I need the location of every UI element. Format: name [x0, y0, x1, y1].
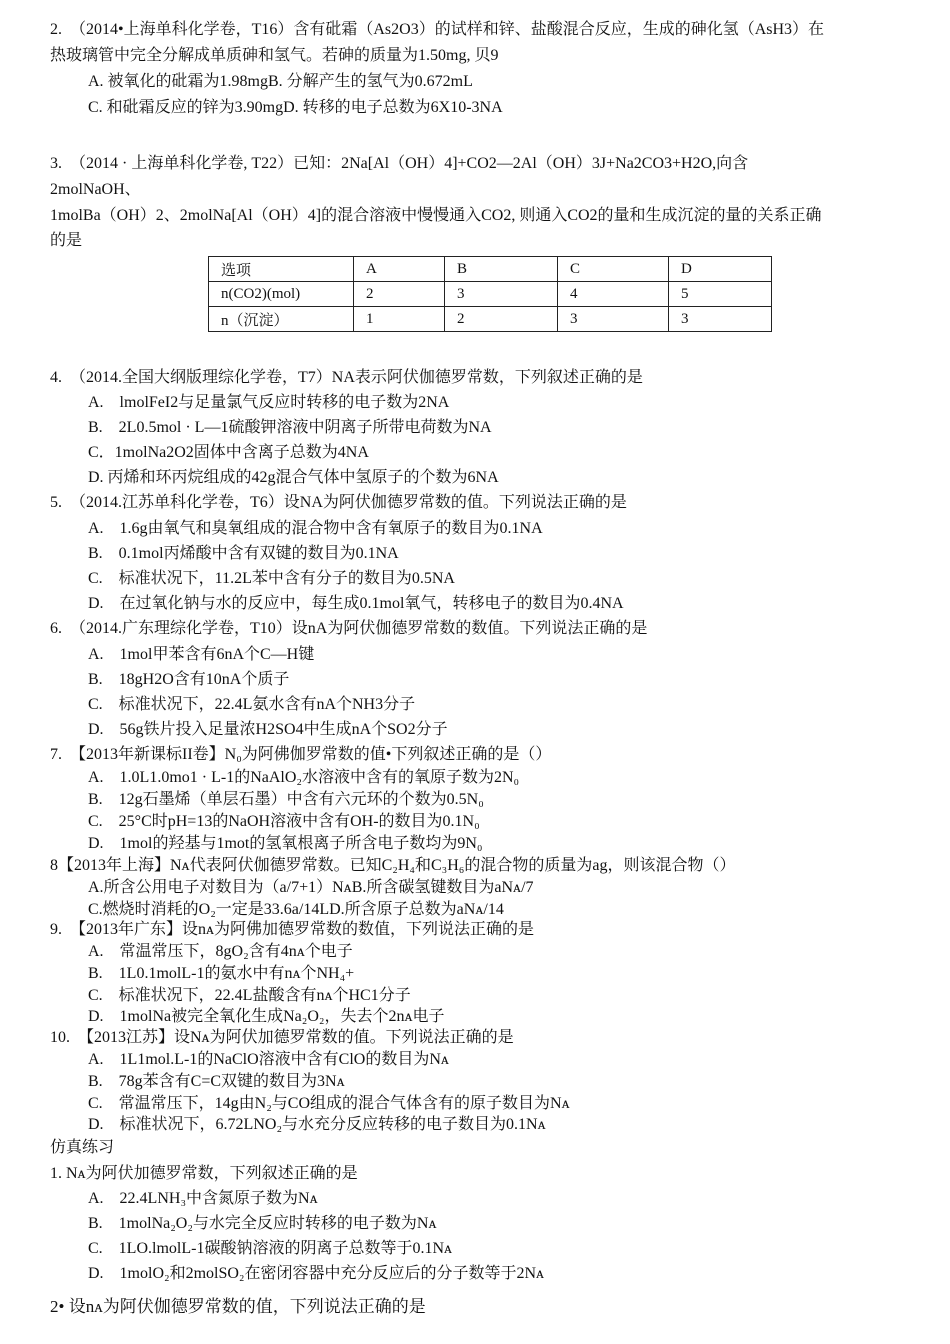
- q4-option-a: A. lmolFeI2与足量氯气反应时转移的电子数为2NA: [88, 394, 450, 411]
- table-cell: 3: [558, 307, 669, 332]
- q5-option-a: A. 1.6g由氧气和臭氧组成的混合物中含有氧原子的数目为0.1NA: [88, 520, 543, 537]
- p1-option-c: C. 1LO.lmolL-1碳酸钠溶液的阴离子总数等于0.1Nᴀ: [88, 1240, 453, 1257]
- q5-stem: 5. （2014.江苏单科化学卷，T6）设NA为阿伏伽德罗常数的值。下列说法正确的是: [50, 494, 627, 511]
- q10-option-b: B. 78g苯含有C=C双键的数目为3Nᴀ: [88, 1073, 345, 1090]
- table-cell: n(CO2)(mol): [209, 282, 354, 307]
- q4-option-b: B. 2L0.5mol · L—1硫酸钾溶液中阴离子所带电荷数为NA: [88, 419, 492, 436]
- q7-option-d: D. 1mol的羟基与1mot的氢氧根离子所含电子数均为9N₀: [88, 835, 483, 852]
- p1-stem: 1. Nᴀ为阿伏加德罗常数，下列叙述正确的是: [50, 1165, 358, 1182]
- table-row: [209, 257, 772, 282]
- q2-option-a: A. 被氧化的砒霜为1.98mgB. 分解产生的氢气为0.672mL: [88, 73, 473, 90]
- q7-option-a: A. 1.0L1.0mo1 · L-1的NaAlO₂水溶液中含有的氧原子数为2N₀: [88, 769, 520, 786]
- table-cell: 1: [354, 307, 445, 332]
- q9-option-a: A. 常温常压下，8gO₂含有4nᴀ个电子: [88, 943, 353, 960]
- table-cell: 5: [669, 282, 772, 307]
- q10-option-a: A. 1L1mol.L-1的NaClO溶液中含有ClO的数目为Nᴀ: [88, 1051, 449, 1068]
- p1-option-d: D. 1molO₂和2molSO₂在密闭容器中充分反应后的分子数等于2Nᴀ: [88, 1265, 545, 1282]
- q7-option-c: C. 25°C时pH=13的NaOH溶液中含有OH-的数目为0.1N₀: [88, 813, 480, 830]
- q4-option-d: D. 丙烯和环丙烷组成的42g混合气体中氢原子的个数为6NA: [88, 469, 499, 486]
- q7-option-b: B. 12g石墨烯（单层石墨）中含有六元环的个数为0.5N₀: [88, 791, 484, 808]
- table-row: [209, 282, 772, 307]
- q9-option-c: C. 标准状况下，22.4L盐酸含有nᴀ个HC1分子: [88, 987, 411, 1004]
- section-heading: 仿真练习: [50, 1139, 115, 1156]
- q9-option-d: D. 1molNa被完全氧化生成Na₂O₂，失去个2nᴀ电子: [88, 1008, 445, 1025]
- table-cell: 3: [669, 307, 772, 332]
- table-row: [209, 307, 772, 332]
- q8-option-a: A.所含公用电子对数目为（a/7+1）NᴀB.所含碳氢键数目为aNᴀ/7: [88, 879, 534, 896]
- q5-option-c: C. 标准状况下，11.2L苯中含有分子的数目为0.5NA: [88, 570, 455, 587]
- q6-option-d: D. 56g铁片投入足量浓H2SO4中生成nA个SO2分子: [88, 721, 448, 738]
- q3-line4: 的是: [50, 232, 83, 249]
- q6-option-c: C. 标准状况下，22.4L氨水含有nA个NH3分子: [88, 696, 416, 713]
- table-cell: C: [558, 257, 669, 282]
- table-cell: A: [354, 257, 445, 282]
- table-cell: 2: [445, 307, 558, 332]
- q6-stem: 6. （2014.广东理综化学卷，T10）设nA为阿伏伽德罗常数的数值。下列说法正确的是: [50, 620, 648, 637]
- table-cell: 4: [558, 282, 669, 307]
- p2-stem: 2• 设nᴀ为阿伏伽德罗常数的值，下列说法正确的是: [50, 1297, 426, 1316]
- p1-option-a: A. 22.4LNH₃中含氮原子数为Nᴀ: [88, 1190, 318, 1207]
- p1-option-b: B. 1molNa₂O₂与水完全反应时转移的电子数为Nᴀ: [88, 1215, 437, 1232]
- q10-option-d: D. 标准状况下，6.72LNO₂与水充分反应转移的电子数目为0.1Nᴀ: [88, 1116, 546, 1133]
- q3-line3: 1molBa（OH）2、2molNa[Al（OH）4]的混合溶液中慢慢通入CO2, 则通入CO2的量和生成沉淀的量的关系正确: [50, 207, 822, 224]
- q5-option-d: D. 在过氧化钠与水的反应中，每生成0.1mol氧气，转移电子的数目为0.4NA: [88, 595, 624, 612]
- q3-line2: 2molNaOH、: [50, 181, 141, 198]
- q4-stem: 4. （2014.全国大纲版理综化学卷，T7）NA表示阿伏伽德罗常数，下列叙述正确的是: [50, 369, 643, 386]
- table-cell: D: [669, 257, 772, 282]
- table-cell: 3: [445, 282, 558, 307]
- table-cell: 2: [354, 282, 445, 307]
- q6-option-a: A. 1mol甲苯含有6nA个C—H键: [88, 646, 315, 663]
- table-cell: B: [445, 257, 558, 282]
- q8-stem: 8【2013年上海】Nᴀ代表阿伏伽德罗常数。已知C₂H₄和C₃H₆的混合物的质量为ag，则该混合物（）: [50, 857, 736, 874]
- q4-option-c: C．1molNa2O2固体中含离子总数为4NA: [88, 444, 369, 461]
- table-cell: n（沉淀）: [209, 307, 354, 332]
- q3-table: [208, 256, 772, 332]
- q6-option-b: B. 18gH2O含有10nA个质子: [88, 671, 290, 688]
- q5-option-b: B. 0.1mol丙烯酸中含有双键的数目为0.1NA: [88, 545, 399, 562]
- q3-line1: 3. （2014 · 上海单科化学卷, T22）已知：2Na[Al（OH）4]+CO2—2Al（OH）3J+Na2CO3+H2O,向含: [50, 155, 749, 172]
- q7-stem: 7. 【2013年新课标II卷】N₀为阿佛伽罗常数的值•下列叙述正确的是（）: [50, 746, 552, 763]
- q2-line1: 2. （2014•上海单科化学卷，T16）含有砒霜（As2O3）的试样和锌、盐酸混合反应，生成的砷化氢（AsH3）在: [50, 21, 825, 38]
- q2-line2: 热玻璃管中完全分解成单质砷和氢气。若砷的质量为1.50mg, 贝9: [50, 47, 499, 64]
- q9-option-b: B. 1L0.1molL-1的氨水中有nᴀ个NH₄+: [88, 965, 355, 982]
- q10-stem: 10. 【2013江苏】设Nᴀ为阿伏加德罗常数的值。下列说法正确的是: [50, 1029, 514, 1046]
- q9-stem: 9. 【2013年广东】设nᴀ为阿佛加德罗常数的数值，下列说法正确的是: [50, 921, 535, 938]
- q8-option-c: C.燃烧时消耗的O₂一定是33.6a/14LD.所含原子总数为aNᴀ/14: [88, 901, 504, 918]
- q10-option-c: C. 常温常压下，14g由N₂与CO组成的混合气体含有的原子数目为Nᴀ: [88, 1095, 570, 1112]
- q2-option-c: C. 和砒霜反应的锌为3.90mgD. 转移的电子总数为6X10-3NA: [88, 99, 503, 116]
- table-cell: 选项: [209, 257, 354, 282]
